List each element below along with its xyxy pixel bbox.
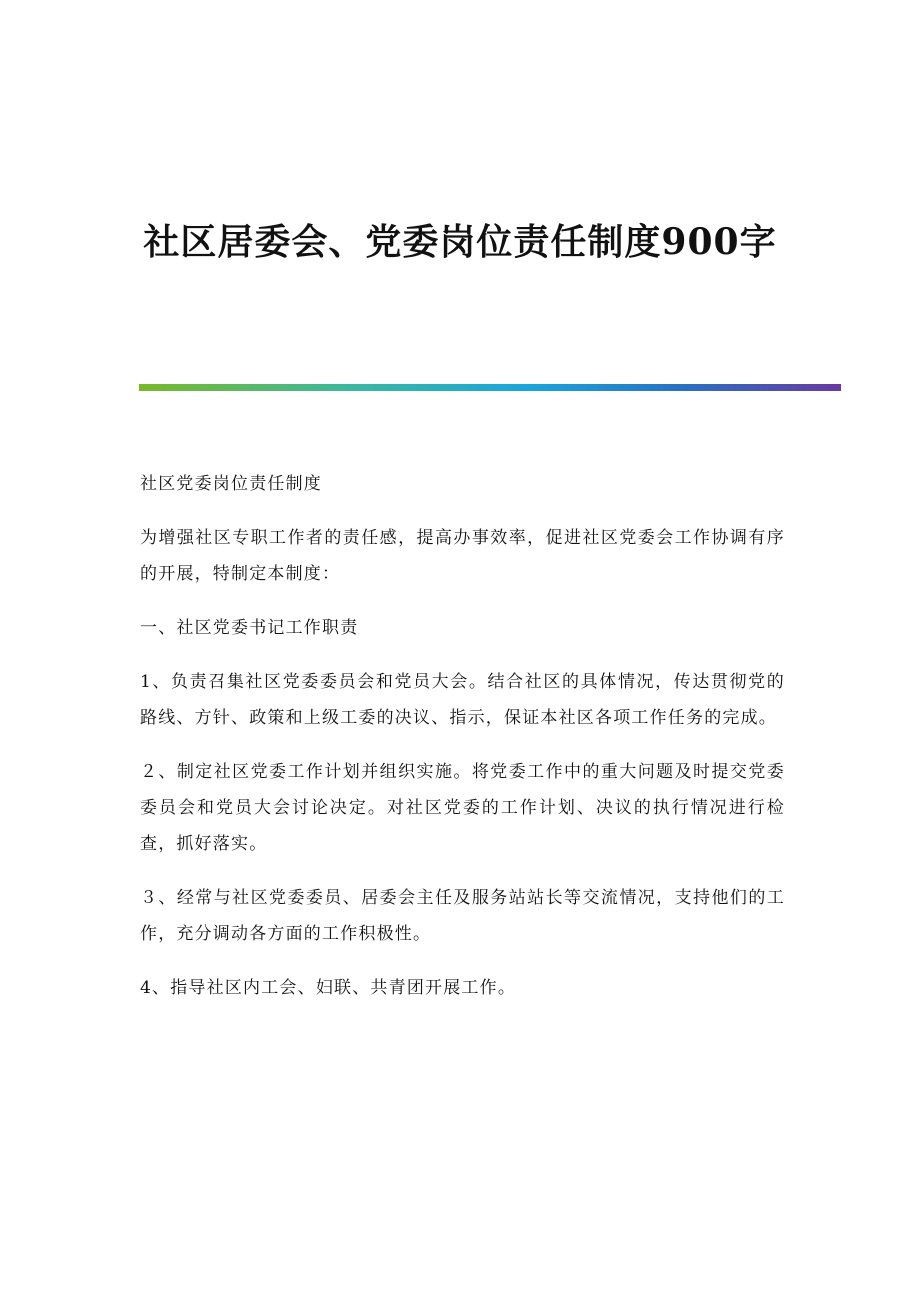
title-divider — [139, 384, 841, 391]
intro-paragraph: 为增强社区专职工作者的责任感，提高办事效率，促进社区党委会工作协调有序的开展，特制定本制度： — [140, 528, 785, 584]
duty-item-4: 4、指导社区内工会、妇联、共青团开展工作。 — [140, 978, 517, 998]
duty-item-1: 1、负责召集社区党委委员会和党员大会。结合社区的具体情况，传达贯彻党的路线、方针、政策和上级工委的决议、指示，保证本社区各项工作任务的完成。 — [140, 672, 785, 728]
page-title: 社区居委会、党委岗位责任制度900字 — [143, 221, 777, 263]
subsection-heading: 一、社区党委书记工作职责 — [140, 618, 359, 638]
document-body — [140, 466, 785, 1024]
duty-item-2: ２、制定社区党委工作计划并组织实施。将党委工作中的重大问题及时提交党委委员会和党员大会讨论决定。对社区党委的工作计划、决议的执行情况进行检查，抓好落实。 — [140, 762, 785, 854]
section-heading: 社区党委岗位责任制度 — [140, 474, 322, 494]
duty-item-3: ３、经常与社区党委委员、居委会主任及服务站站长等交流情况，支持他们的工作，充分调动各方面的工作积极性。 — [140, 888, 785, 944]
